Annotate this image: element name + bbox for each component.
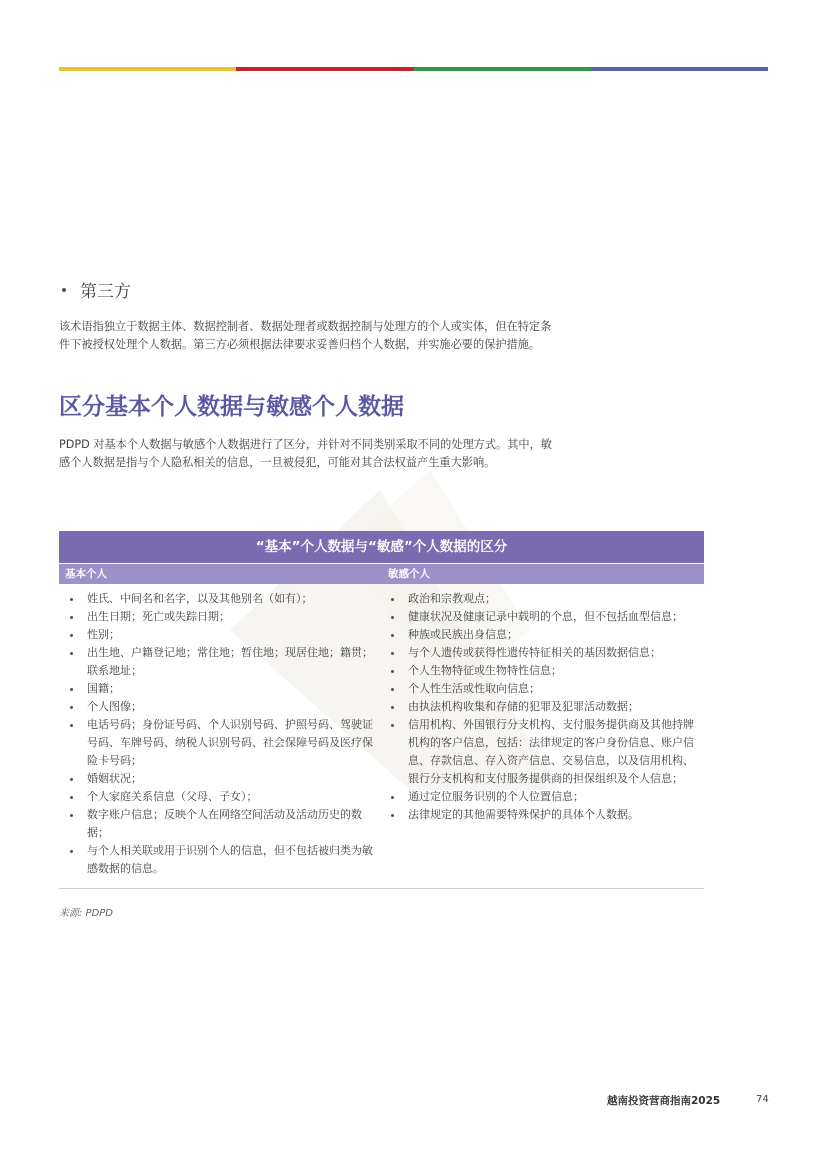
list-item: 出生日期；死亡或失踪日期； bbox=[67, 608, 378, 626]
list-item: 姓氏、中间名和名字，以及其他别名（如有）； bbox=[67, 590, 378, 608]
data-comparison-table bbox=[59, 531, 704, 889]
top-bar-segment-yellow bbox=[59, 67, 236, 71]
list-item: 婚姻状况； bbox=[67, 770, 378, 788]
bullet-dot bbox=[62, 288, 66, 292]
column-header-basic: 基本个人 bbox=[65, 568, 107, 580]
top-bar-segment-red bbox=[236, 67, 413, 71]
list-item: 与个人遗传或获得性遗传特征相关的基因数据信息； bbox=[388, 644, 700, 662]
list-item: 国籍； bbox=[67, 680, 378, 698]
section-heading: 区分基本个人数据与敏感个人数据 bbox=[59, 394, 404, 420]
third-party-paragraph: 该术语指独立于数据主体、数据控制者、数据处理者或数据控制与处理方的个人或实体，但在特定条件下被授权处理个人数据。第三方必须根据法律要求妥善归档个人数据，并实施必要的保护措施。 bbox=[59, 320, 552, 351]
list-item: 通过定位服务识别的个人位置信息； bbox=[388, 788, 700, 806]
list-item: 出生地、户籍登记地；常住地；暂住地；现居住地；籍贯；联系地址； bbox=[67, 644, 378, 680]
column-header-sensitive: 敏感个人 bbox=[388, 568, 430, 580]
list-item: 与个人相关联或用于识别个人的信息，但不包括被归类为敏感数据的信息。 bbox=[67, 842, 378, 878]
sensitive-data-list bbox=[388, 590, 700, 824]
table-header-row bbox=[59, 563, 704, 584]
list-item: 性别； bbox=[67, 626, 378, 644]
list-item: 数字账户信息；反映个人在网络空间活动及活动历史的数据； bbox=[67, 806, 378, 842]
table-body bbox=[59, 584, 704, 889]
list-item: 个人图像； bbox=[67, 698, 378, 716]
list-item: 个人家庭关系信息（父母、子女）； bbox=[67, 788, 378, 806]
source-note: 来源: PDPD bbox=[59, 908, 114, 919]
basic-data-list bbox=[67, 590, 378, 878]
intro-paragraph: PDPD 对基本个人数据与敏感个人数据进行了区分，并针对不同类别采取不同的处理方式。其中，敏感个人数据是指与个人隐私相关的信息，一旦被侵犯，可能对其合法权益产生重大影响。 bbox=[59, 438, 552, 469]
sensitive-data-column bbox=[384, 590, 704, 878]
bullet-heading-text: 第三方 bbox=[80, 282, 131, 302]
list-item: 个人生物特征或生物特性信息； bbox=[388, 662, 700, 680]
page-number: 74 bbox=[756, 1094, 769, 1105]
top-color-bar bbox=[59, 67, 768, 71]
list-item: 由执法机构收集和存储的犯罪及犯罪活动数据； bbox=[388, 698, 700, 716]
table-title: “基本”个人数据与“敏感”个人数据的区分 bbox=[59, 531, 704, 563]
footer-title: 越南投资营商指南2025 bbox=[607, 1095, 721, 1107]
top-bar-segment-blue bbox=[591, 67, 768, 71]
top-bar-segment-green bbox=[414, 67, 591, 71]
list-item: 健康状况及健康记录中载明的个息，但不包括血型信息； bbox=[388, 608, 700, 626]
list-item: 个人性生活或性取向信息； bbox=[388, 680, 700, 698]
list-item: 种族或民族出身信息； bbox=[388, 626, 700, 644]
list-item: 法律规定的其他需要特殊保护的具体个人数据。 bbox=[388, 806, 700, 824]
list-item: 政治和宗教观点； bbox=[388, 590, 700, 608]
bullet-heading-third-party bbox=[62, 277, 131, 302]
list-item: 电话号码；身份证号码、个人识别号码、护照号码、驾驶证号码、车牌号码、纳税人识别号码、社会保障号码及医疗保险卡号码； bbox=[67, 716, 378, 770]
list-item: 信用机构、外国银行分支机构、支付服务提供商及其他持牌机构的客户信息，包括：法律规定的客户身份信息、账户信息、存款信息、存入资产信息、交易信息，以及信用机构、银行分支机构和支付服务提供商的担保组织及个人信息； bbox=[388, 716, 700, 788]
basic-data-column bbox=[59, 590, 384, 878]
